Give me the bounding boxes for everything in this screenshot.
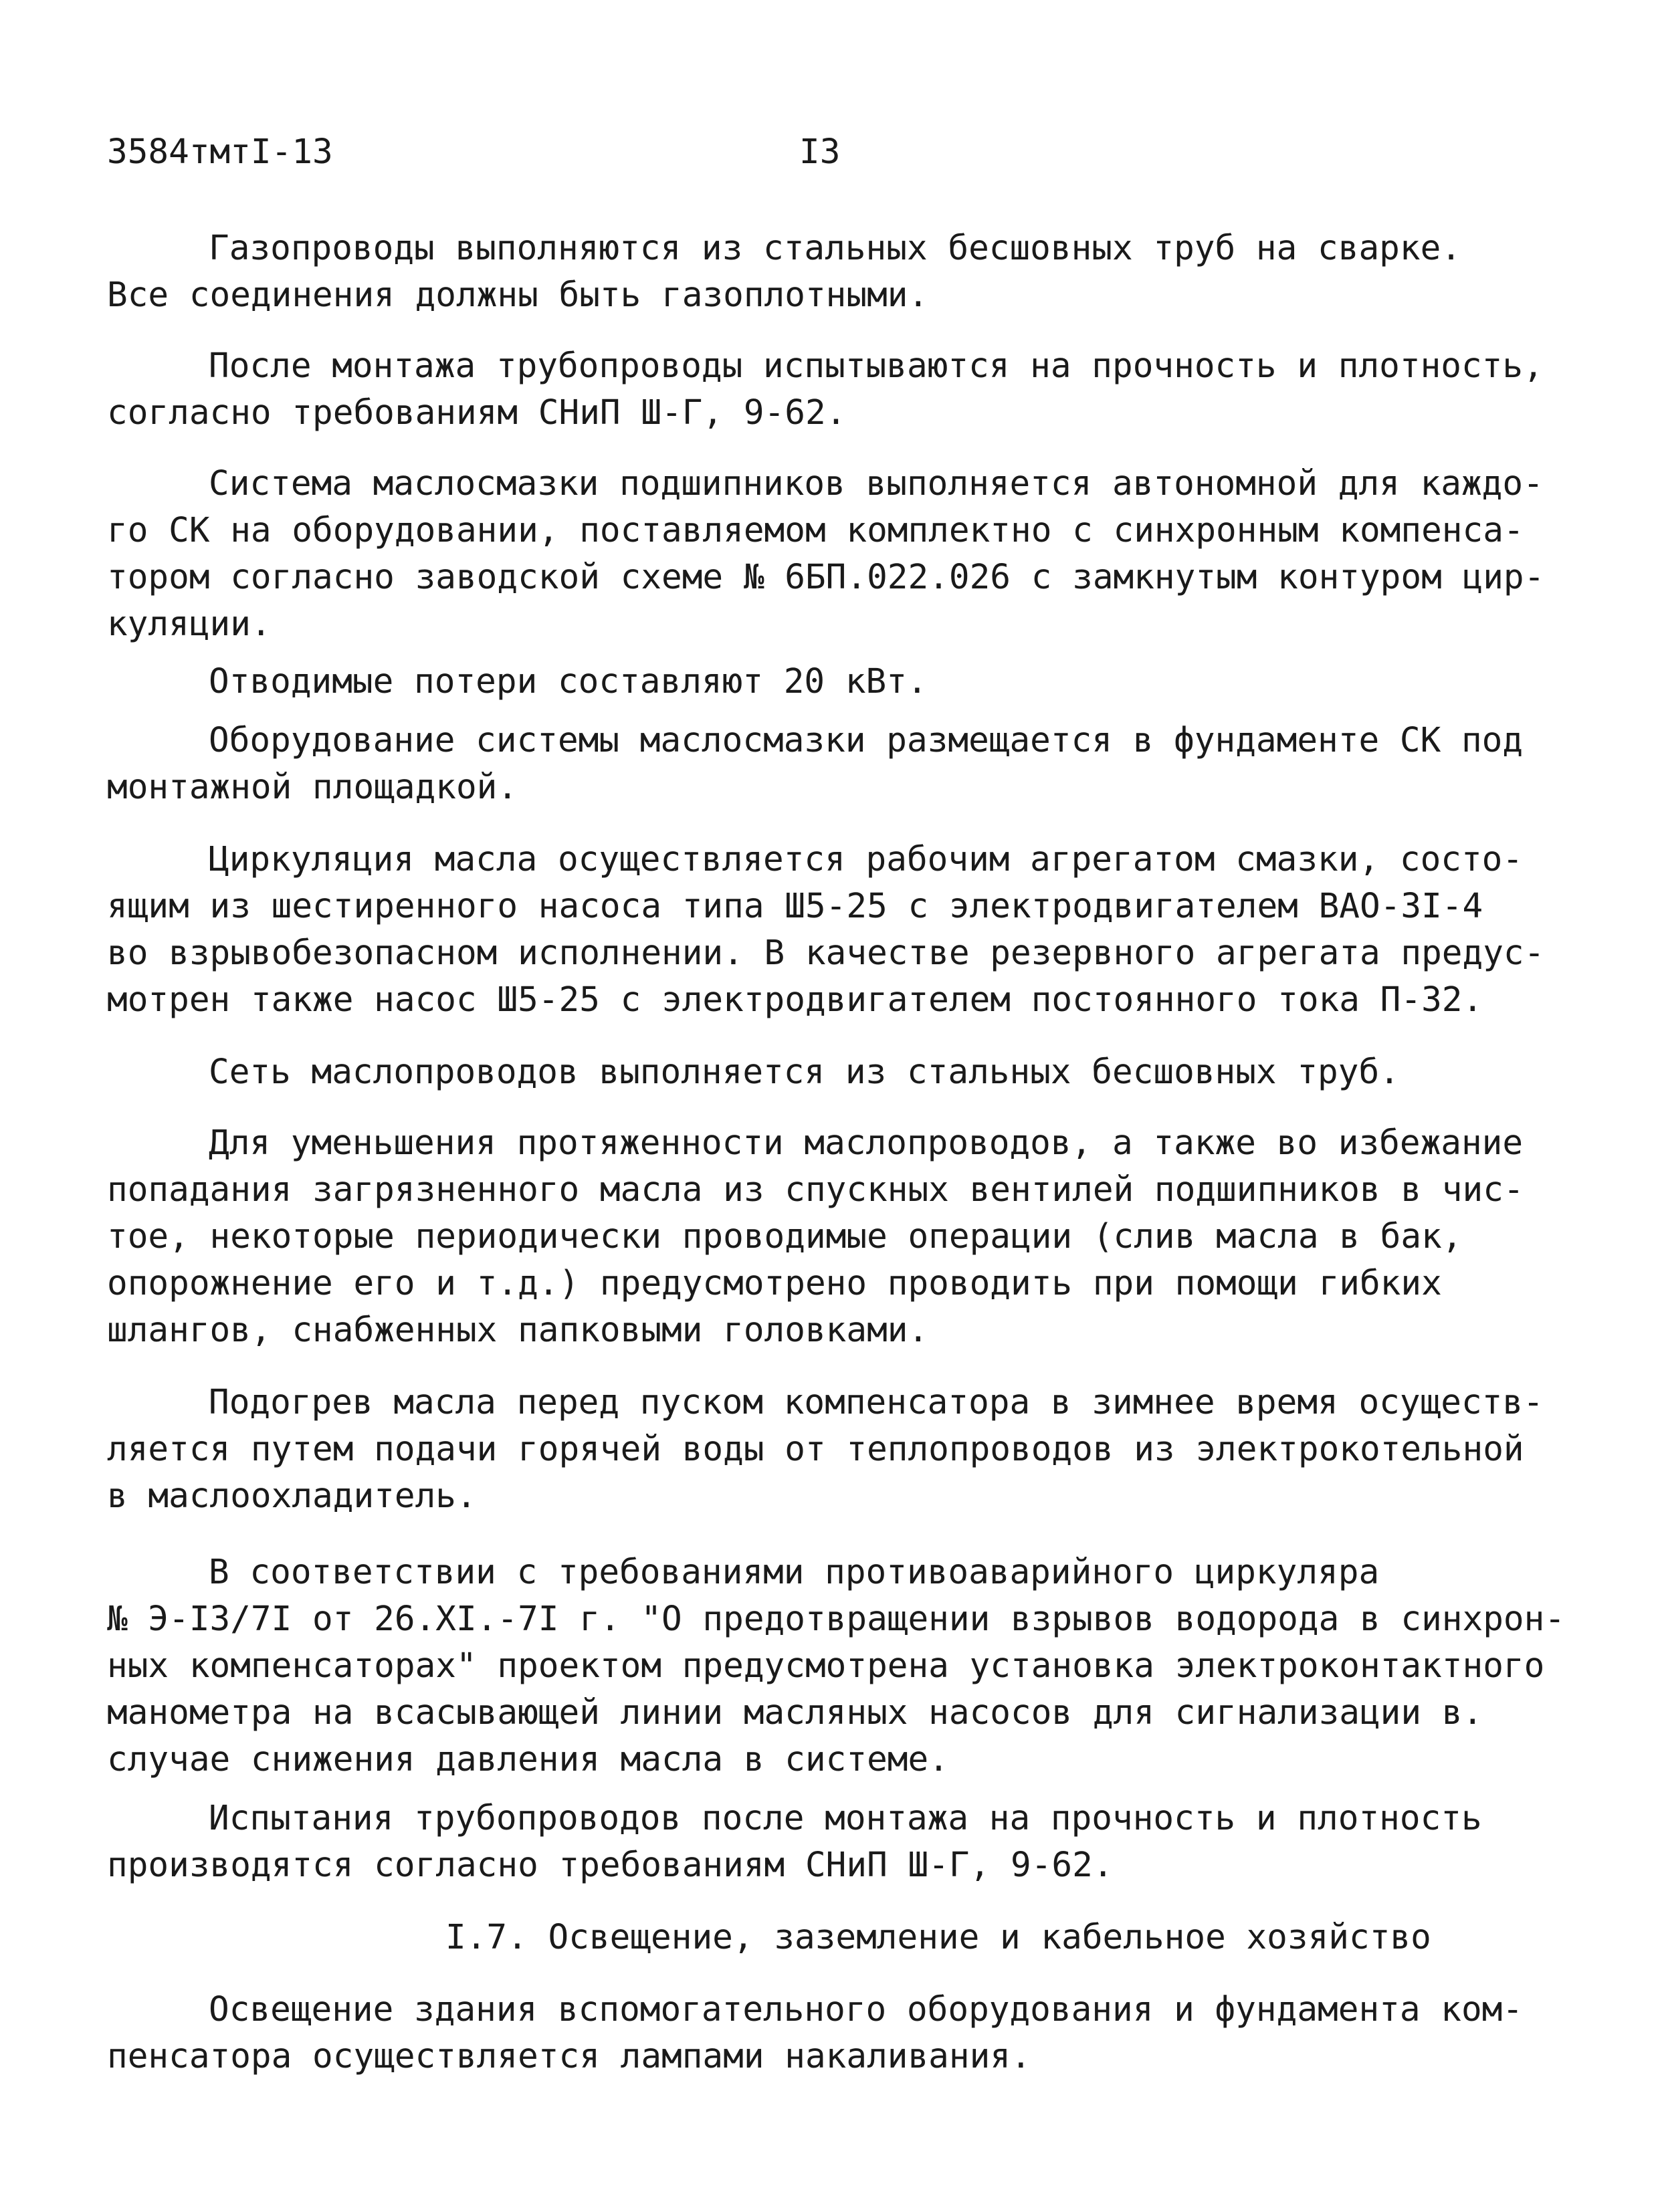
paragraph-line: Сеть маслопроводов выполняется из стальных бесшовных труб. <box>209 1053 1400 1092</box>
paragraph-line: во взрывобезопасном исполнении. В качестве резервного агрегата предус- <box>107 933 1545 973</box>
paragraph-line: попадания загрязненного масла из спускных вентилей подшипников в чис- <box>107 1170 1524 1210</box>
paragraph-line: Система маслосмазки подшипников выполняется автономной для каждо- <box>209 464 1544 504</box>
paragraph-line: пенсатора осуществляется лампами накаливания. <box>107 2037 1031 2076</box>
paragraph-line: ляется путем подачи горячей воды от теплопроводов из электрокотельной <box>107 1430 1524 1469</box>
section-heading: I.7. Освещение, заземление и кабельное хозяйство <box>445 1918 1431 1957</box>
paragraph-line: тое, некоторые периодически проводимые операции (слив масла в бак, <box>107 1217 1463 1256</box>
paragraph-line: манометра на всасывающей линии масляных насосов для сигнализации в. <box>107 1693 1483 1733</box>
paragraph-line: монтажной площадкой. <box>107 768 518 807</box>
paragraph-line: После монтажа трубопроводы испытываются на прочность и плотность, <box>209 346 1544 386</box>
paragraph-line: случае снижения давления масла в системе. <box>107 1740 949 1779</box>
paragraph-line: В соответствии с требованиями противоаварийного циркуляра <box>209 1553 1380 1592</box>
paragraph-line: куляции. <box>107 604 272 644</box>
paragraph-line: Подогрев масла перед пуском компенсатора в зимнее время осуществ- <box>209 1383 1544 1422</box>
paragraph-line: согласно требованиям СНиП Ш-Г, 9-62. <box>107 393 847 433</box>
page-number: I3 <box>799 132 841 172</box>
paragraph-line: опорожнение его и т.д.) предусмотрено проводить при помощи гибких <box>107 1264 1442 1303</box>
paragraph-line: Все соединения должны быть газоплотными. <box>107 275 929 315</box>
paragraph-line: мотрен также насос Ш5-25 с электродвигателем постоянного тока П-32. <box>107 980 1483 1020</box>
paragraph-line: шлангов, снабженных папковыми головками. <box>107 1311 929 1350</box>
paragraph-line: производятся согласно требованиям СНиП Ш-Г, 9-62. <box>107 1846 1114 1885</box>
paragraph-line: Освещение здания вспомогательного оборудования и фундамента ком- <box>209 1990 1524 2029</box>
paragraph-line: в маслоохладитель. <box>107 1476 477 1516</box>
paragraph-line: Испытания трубопроводов после монтажа на прочность и плотность <box>209 1799 1482 1838</box>
document-code: 3584тмтI-13 <box>107 132 333 172</box>
paragraph-line: Циркуляция масла осуществляется рабочим агрегатом смазки, состо- <box>209 840 1524 879</box>
paragraph-line: Газопроводы выполняются из стальных бесшовных труб на сварке. <box>209 229 1461 268</box>
paragraph-line: Для уменьшения протяженности маслопроводов, а также во избежание <box>209 1123 1524 1163</box>
paragraph-line: тором согласно заводской схеме № 6БП.022.026 с замкнутым контуром цир- <box>107 558 1545 597</box>
paragraph-line: го СК на оборудовании, поставляемом комплектно с синхронным компенса- <box>107 511 1524 550</box>
paragraph-line: Оборудование системы маслосмазки размещается в фундаменте СК под <box>209 721 1524 760</box>
paragraph-line: № Э-I3/7I от 26.XI.-7I г. "О предотвращении взрывов водорода в синхрон- <box>107 1599 1566 1639</box>
paragraph-line: ных компенсаторах" проектом предусмотрена установка электроконтактного <box>107 1646 1545 1686</box>
paragraph-line: ящим из шестиренного насоса типа Ш5-25 с электродвигателем ВАО-3I-4 <box>107 887 1483 926</box>
paragraph-line: Отводимые потери составляют 20 кВт. <box>209 662 928 701</box>
